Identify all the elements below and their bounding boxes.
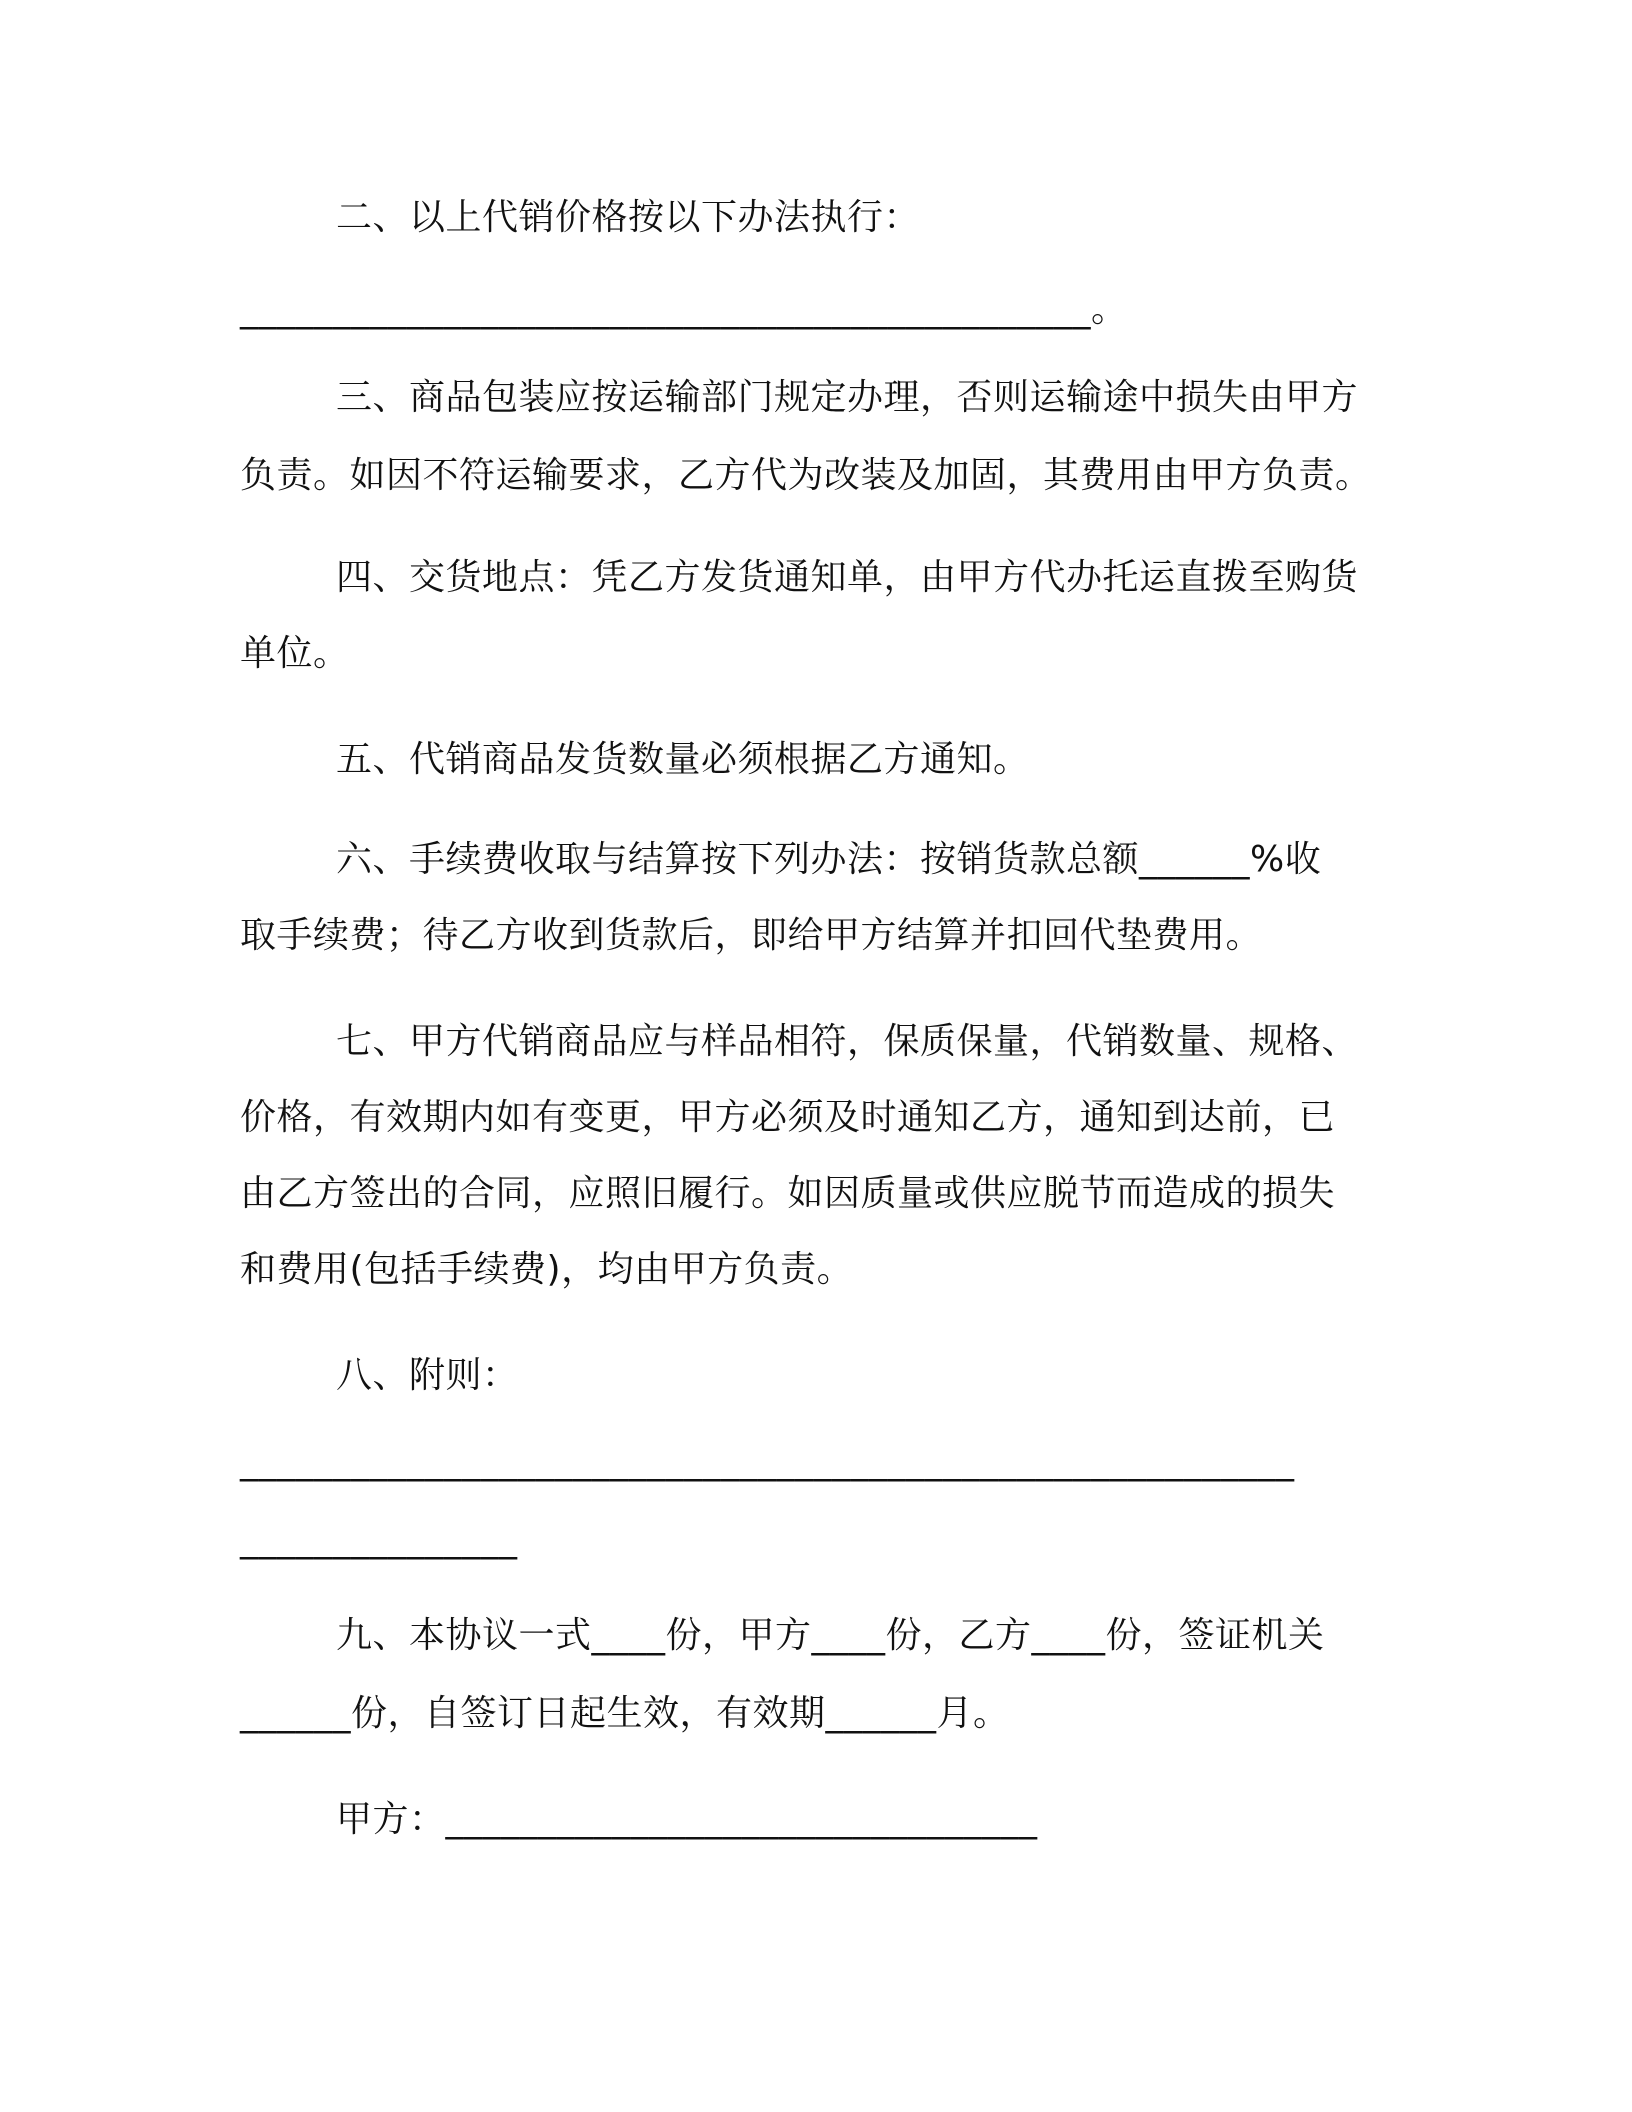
clause-6-line-1: 六、手续费收取与结算按下列办法：按销货款总额______%收 [336, 839, 1322, 880]
clause-8-blank-line-2: _______________ [240, 1519, 518, 1560]
clause-7-line-1: 七、甲方代销商品应与样品相符，保质保量，代销数量、规格、 [336, 1021, 1359, 1062]
clause-8-heading: 八、附则： [336, 1355, 519, 1396]
clause-6-line-2: 取手续费；待乙方收到货款后，即给甲方结算并扣回代垫费用。 [240, 915, 1263, 956]
clause-7-line-3: 由乙方签出的合同，应照旧履行。如因质量或供应脱节而造成的损失 [240, 1173, 1336, 1214]
party-a-signature-line: 甲方：________________________________ [336, 1799, 1038, 1840]
clause-9-line-1: 九、本协议一式____份，甲方____份，乙方____份，签证机关 [336, 1615, 1325, 1656]
clause-8-blank-line-1: _________________________________________________________ [240, 1441, 1295, 1482]
clause-4-line-2: 单位。 [240, 633, 350, 674]
clause-3-line-2: 负责。如因不符运输要求，乙方代为改装及加固，其费用由甲方负责。 [240, 455, 1372, 496]
clause-7-line-2: 价格，有效期内如有变更，甲方必须及时通知乙方，通知到达前，已 [240, 1097, 1336, 1138]
clause-2-line-1: 二、以上代销价格按以下办法执行： [336, 197, 921, 238]
clause-3-line-1: 三、商品包装应按运输部门规定办理，否则运输途中损失由甲方 [336, 377, 1359, 418]
clause-7-line-4: 和费用(包括手续费)，均由甲方负责。 [240, 1249, 854, 1290]
clause-2-blank-line: ______________________________________________。 [240, 289, 1128, 330]
clause-9-line-2: ______份，自签订日起生效，有效期______月。 [240, 1693, 1010, 1734]
clause-5-line-1: 五、代销商品发货数量必须根据乙方通知。 [336, 739, 1030, 780]
clause-4-line-1: 四、交货地点：凭乙方发货通知单，由甲方代办托运直拨至购货 [336, 557, 1359, 598]
